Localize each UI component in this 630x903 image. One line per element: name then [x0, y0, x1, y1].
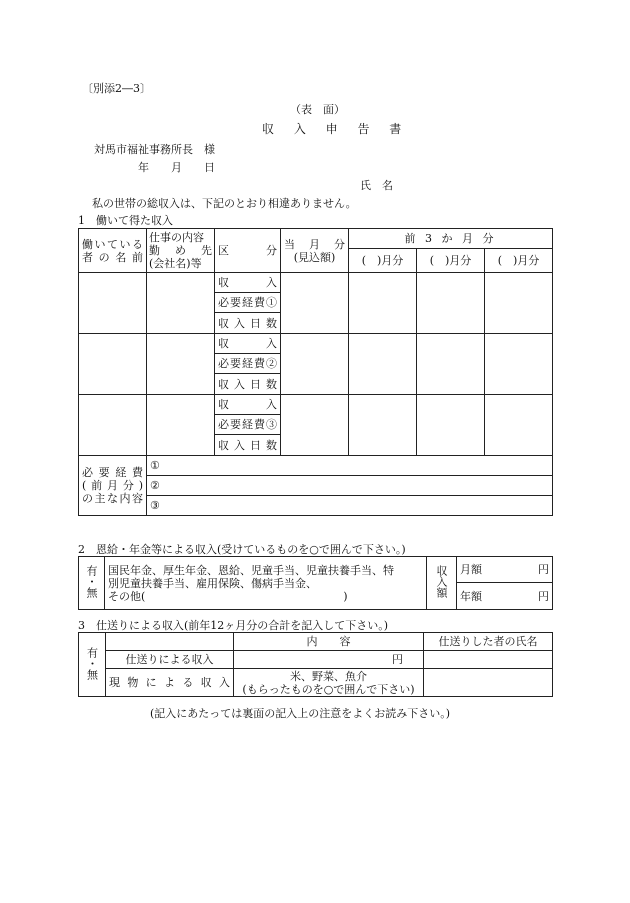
- footer-note: (記入にあたっては裏面の記入上の注意をよくお読み下さい。): [150, 707, 451, 720]
- expense-detail-3[interactable]: ③: [147, 496, 553, 516]
- header-kubun: 区 分: [215, 229, 281, 273]
- expense-detail-label: 必要経費 (前月分) の主な内容: [79, 456, 147, 516]
- job-cell[interactable]: [147, 273, 215, 334]
- section3-heading: 3 仕送りによる収入(前年12ヶ月分の合計を記入して下さい。): [78, 619, 389, 632]
- row-expense: 必要経費②: [215, 354, 281, 374]
- prev-month-cell[interactable]: [485, 334, 553, 395]
- addressee: 対馬市福祉事務所長 様: [94, 143, 215, 156]
- current-month-cell[interactable]: [281, 334, 349, 395]
- row-income: 収 入: [215, 334, 281, 354]
- prev-month-cell[interactable]: [485, 273, 553, 334]
- yearly-amount[interactable]: 年額 円: [457, 583, 553, 610]
- row-income: 収 入: [215, 395, 281, 415]
- cash-sender[interactable]: [424, 651, 553, 669]
- prev-month-cell[interactable]: [417, 334, 485, 395]
- blank-header: [106, 633, 234, 651]
- pension-umu[interactable]: 有・無: [79, 557, 105, 610]
- work-income-table: [78, 228, 553, 516]
- prev-month-cell[interactable]: [349, 395, 417, 456]
- goods-content[interactable]: 米、野菜、魚介 (もらったものを○で囲んで下さい): [234, 669, 424, 697]
- document-title: 収 入 申 告 書: [262, 122, 410, 136]
- header-job: 仕事の内容 勤め先 (会社名)等: [147, 229, 215, 273]
- job-cell[interactable]: [147, 334, 215, 395]
- side-label: （表 面）: [290, 103, 345, 116]
- worker-name-cell[interactable]: [79, 395, 147, 456]
- row-days: 収入日数: [215, 374, 281, 395]
- row-income: 収 入: [215, 273, 281, 293]
- header-sender: 仕送りした者の氏名: [424, 633, 553, 651]
- pension-table: [78, 556, 553, 610]
- cash-amount[interactable]: 円: [234, 651, 424, 669]
- prev-month-cell[interactable]: [417, 395, 485, 456]
- date-field: 年 月 日: [138, 161, 215, 174]
- row-days: 収入日数: [215, 435, 281, 456]
- header-current-month: 当月分 (見込額): [281, 229, 349, 273]
- prev-month-cell[interactable]: [349, 273, 417, 334]
- row-goods-remittance: 現物による収入: [106, 669, 234, 697]
- section2-heading: 2 恩給・年金等による収入(受けているものを○で囲んで下さい。): [78, 543, 406, 556]
- row-cash-remittance: 仕送りによる収入: [106, 651, 234, 669]
- income-amount-label: 収入額: [427, 557, 457, 610]
- header-worker: 働いている 者の名前: [79, 229, 147, 273]
- header-content: 内 容: [234, 633, 424, 651]
- prev-month-cell[interactable]: [349, 334, 417, 395]
- expense-detail-2[interactable]: ②: [147, 476, 553, 496]
- month-col-3: ( )月分: [485, 249, 553, 273]
- remittance-table: [78, 632, 553, 697]
- job-cell[interactable]: [147, 395, 215, 456]
- prev-month-cell[interactable]: [485, 395, 553, 456]
- worker-name-cell[interactable]: [79, 273, 147, 334]
- name-label: 氏 名: [360, 179, 393, 192]
- month-col-2: ( )月分: [417, 249, 485, 273]
- header-prev3: 前 3 か 月 分: [349, 229, 553, 249]
- expense-detail-1[interactable]: ①: [147, 456, 553, 476]
- row-days: 収入日数: [215, 313, 281, 334]
- pension-types[interactable]: 国民年金、厚生年金、恩給、児童手当、児童扶養手当、特 別児童扶養手当、雇用保険、傷病手当金、 その他( ): [105, 557, 427, 610]
- section1-heading: 1 働いて得た収入: [78, 214, 173, 227]
- attachment-label: 〔別添2―3〕: [82, 82, 151, 95]
- month-col-1: ( )月分: [349, 249, 417, 273]
- worker-name-cell[interactable]: [79, 334, 147, 395]
- monthly-amount[interactable]: 月額 円: [457, 557, 553, 583]
- remittance-umu[interactable]: 有・無: [79, 633, 106, 697]
- current-month-cell[interactable]: [281, 273, 349, 334]
- row-expense: 必要経費①: [215, 293, 281, 313]
- statement: 私の世帯の総収入は、下記のとおり相違ありません。: [92, 197, 357, 210]
- goods-sender[interactable]: [424, 669, 553, 697]
- row-expense: 必要経費③: [215, 415, 281, 435]
- prev-month-cell[interactable]: [417, 273, 485, 334]
- current-month-cell[interactable]: [281, 395, 349, 456]
